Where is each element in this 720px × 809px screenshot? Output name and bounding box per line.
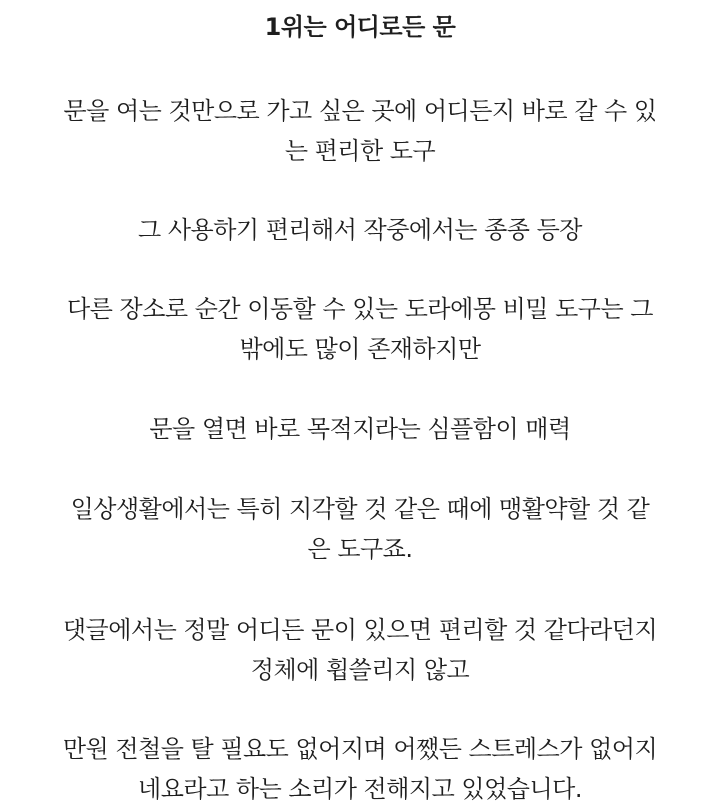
paragraph-line: 다른 장소로 순간 이동할 수 있는 도라에몽 비밀 도구는 그 [67,295,653,323]
paragraph-simplicity [20,409,700,449]
paragraph-door-description [20,91,700,171]
paragraph-line: 정체에 휩쓸리지 않고 [250,656,470,684]
paragraph-other-teleport-tools [20,289,700,369]
paragraph-line: 일상생활에서는 특히 지각할 것 같은 때에 맹활약할 것 같 [70,495,650,523]
article-title: 1위는 어디로든 문 [264,13,456,41]
paragraph-daily-life [20,489,700,569]
paragraph-line: 그 사용하기 편리해서 작중에서는 종종 등장 [138,216,582,244]
paragraph-line: 네요라고 하는 소리가 전해지고 있었습니다. [138,775,582,803]
paragraph-frequent-appearance [20,210,700,250]
paragraph-line: 만원 전철을 탈 필요도 없어지며 어쨌든 스트레스가 없어지 [62,735,658,763]
paragraph-line: 은 도구죠. [307,535,413,563]
paragraph-comments [20,610,700,690]
paragraph-line: 밖에도 많이 존재하지만 [239,335,481,363]
paragraph-line: 문을 열면 바로 목적지라는 심플함이 매력 [149,415,571,443]
paragraph-line: 문을 여는 것만으로 가고 싶은 곳에 어디든지 바로 갈 수 있 [63,97,657,125]
paragraph-line: 댓글에서는 정말 어디든 문이 있으면 편리할 것 같다라던지 [62,616,658,644]
paragraph-no-stress [20,729,700,809]
paragraph-line: 는 편리한 도구 [284,137,436,165]
